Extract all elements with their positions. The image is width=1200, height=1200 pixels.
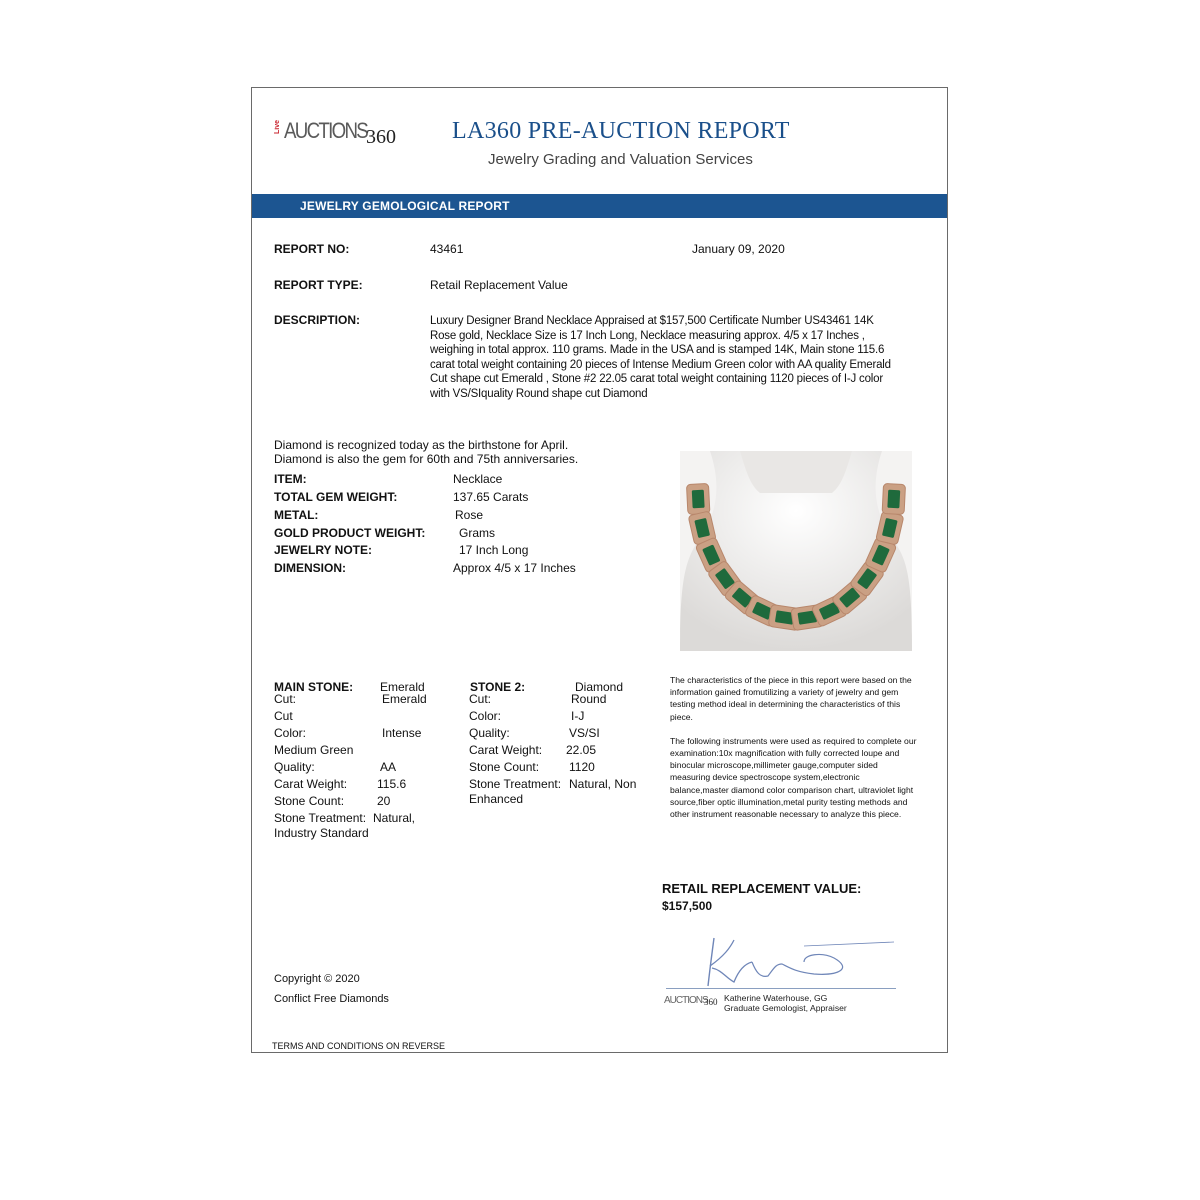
stone2-quality-label: Quality: (469, 726, 510, 740)
report-no-label: REPORT NO: (274, 242, 350, 256)
section-band (252, 194, 947, 218)
appraiser-logo-num: 360 (704, 997, 718, 1007)
main-stone-color-value: Intense (382, 726, 422, 740)
copyright-text: Copyright © 2020 (274, 973, 360, 985)
stone2-quality-value: VS/SI (569, 726, 600, 740)
stone2-treatment-cont: Enhanced (469, 792, 524, 806)
stone2-treatment-value: Natural, Non (569, 777, 637, 791)
birthstone-line-2: Diamond is also the gem for 60th and 75th anniversaries. (274, 452, 579, 466)
band-title: JEWELRY GEMOLOGICAL REPORT (300, 199, 510, 213)
detail-total-gem-weight-label: TOTAL GEM WEIGHT: (274, 490, 398, 504)
retail-value-amount: $157,500 (662, 899, 713, 913)
necklace-link (686, 483, 709, 514)
appraiser-name: Katherine Waterhouse, GG (724, 993, 828, 1003)
main-stone-count-label: Stone Count: (274, 794, 345, 808)
retail-value-label: RETAIL REPLACEMENT VALUE: (662, 881, 862, 896)
detail-item-value: Necklace (453, 472, 503, 486)
stone2-treatment-label: Stone Treatment: (469, 777, 562, 791)
notes-paragraph-1: The characteristics of the piece in this report were based on the information gained fromutilizing a variety of jewelry and gem testing method ideal in determining the characteristics of this piece. (670, 675, 912, 722)
main-stone-cut-word: Cut (274, 709, 293, 723)
report-title: LA360 PRE-AUCTION REPORT (452, 118, 790, 144)
detail-jewelry-note-value: 17 Inch Long (459, 543, 529, 557)
detail-metal-value: Rose (455, 508, 484, 522)
necklace-link (882, 483, 905, 514)
appraiser-info (724, 993, 847, 1013)
detail-dimension-label: DIMENSION: (274, 561, 346, 575)
appraiser-logo (664, 994, 724, 1008)
main-stone-treatment-label: Stone Treatment: (274, 811, 367, 825)
necklace-photo (680, 451, 912, 651)
appraisal-report (251, 87, 948, 1053)
conflict-free-text: Conflict Free Diamonds (274, 993, 389, 1005)
main-stone-cut-label: Cut: (274, 692, 297, 706)
stone2-name: Diamond (575, 680, 624, 694)
logo-360-text: 360 (366, 126, 396, 148)
notes-paragraph-2: The following instruments were used as required to complete our examination:10x magnification with fully corrected loupe and binocular microscope,millimeter gauge,computer sided measuring device spectroscope system,electronic balance,master diamond color comparison chart, ultraviolet light source,fiber optic illumination,metal purity testing methods and other instrument reasonable necessary to analyze this piece. (670, 735, 917, 820)
main-stone-quality-value: AA (380, 760, 397, 774)
main-stone-treatment-cont: Industry Standard (274, 826, 369, 840)
detail-item-label: ITEM: (274, 472, 307, 486)
necklace-illustration (680, 451, 912, 651)
logo-auctions-text: AUCTIONS (284, 118, 368, 143)
signature-graphic (664, 928, 894, 988)
appraiser-title: Graduate Gemologist, Appraiser (724, 1003, 847, 1013)
detail-gold-weight-label: GOLD PRODUCT WEIGHT: (274, 526, 426, 540)
live-auctions-logo (274, 118, 404, 148)
main-stone-cut-value: Emerald (382, 692, 427, 706)
main-stone-name: Emerald (380, 680, 425, 694)
main-stone-color-label: Color: (274, 726, 307, 740)
footer-copyright-block (274, 969, 389, 1009)
main-stone-color-cont: Medium Green (274, 743, 354, 757)
report-type-label: REPORT TYPE: (274, 278, 363, 292)
detail-gold-weight-value: Grams (459, 526, 495, 540)
report-type-value: Retail Replacement Value (430, 278, 568, 292)
detail-jewelry-note-label: JEWELRY NOTE: (274, 543, 373, 557)
main-stone-quality-label: Quality: (274, 760, 315, 774)
stone2-count-value: 1120 (569, 760, 595, 774)
main-stone-count-value: 20 (377, 794, 391, 808)
stone2-color-label: Color: (469, 709, 502, 723)
main-stone-treatment-value: Natural, (373, 811, 416, 825)
report-no-value: 43461 (430, 242, 464, 256)
detail-dimension-value: Approx 4/5 x 17 Inches (453, 561, 576, 575)
birthstone-line-1: Diamond is recognized today as the birthstone for April. (274, 438, 569, 452)
detail-total-gem-weight-value: 137.65 Carats (453, 490, 529, 504)
logo-live-text: Live (274, 120, 281, 135)
report-subtitle: Jewelry Grading and Valuation Services (488, 151, 753, 168)
report-date: January 09, 2020 (692, 242, 785, 256)
appraiser-signature (664, 928, 894, 988)
main-stone-carat-label: Carat Weight: (274, 777, 348, 791)
stone2-cut-value: Round (571, 692, 607, 706)
stone2-count-label: Stone Count: (469, 760, 540, 774)
detail-metal-label: METAL: (274, 508, 319, 522)
description-label: DESCRIPTION: (274, 313, 361, 327)
methodology-notes (670, 674, 920, 820)
description-text: Luxury Designer Brand Necklace Appraised at $157,500 Certificate Number US43461 14K Rose gold, Necklace Size is 17 Inch Long, Necklace measuring approx. 4/5 x 17 Inches , weighing in total approx. 110 grams. Made in the USA and is stamped 14K, Main stone 115.6 carat total weight containing 20 pieces of Intense Medium Green color with AA quality Emerald Cut shape cut Emerald , Stone #2 22.05 carat total weight containing 1120 pieces of I-J color with VS/SIquality Round shape cut Diamond (430, 315, 891, 400)
stone2-cut-label: Cut: (469, 692, 492, 706)
birthstone-note (274, 438, 578, 466)
signature-line (666, 988, 896, 989)
stone2-color-value: I-J (571, 709, 585, 723)
stone2-label: STONE 2: (470, 680, 526, 694)
terms-text: TERMS AND CONDITIONS ON REVERSE (272, 1041, 446, 1051)
appraiser-logo-text: AUCTIONS (664, 995, 708, 1006)
main-stone-carat-value: 115.6 (377, 777, 407, 791)
stone2-carat-value: 22.05 (566, 743, 597, 757)
stone2-carat-label: Carat Weight: (469, 743, 543, 757)
main-stone-label: MAIN STONE: (274, 680, 354, 694)
